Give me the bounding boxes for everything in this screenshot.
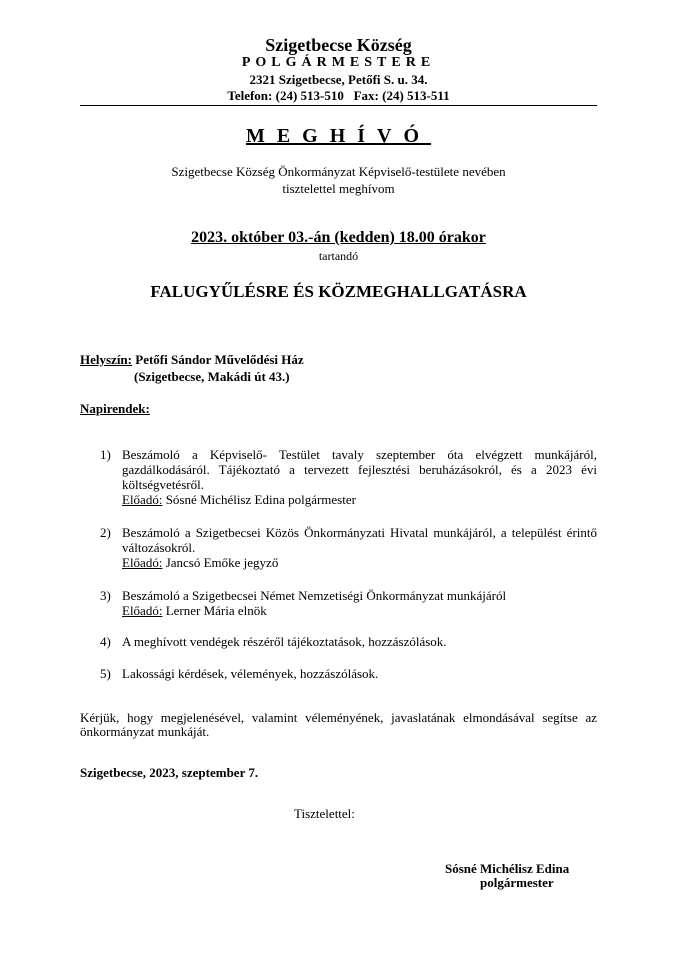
agenda-item-presenter (122, 492, 597, 507)
agenda-item-number: 5) (100, 666, 111, 681)
agenda-item-text: Beszámoló a Szigetbecsei Közös Önkormányzati Hivatal munkájáról, a települést érintő változásokról. (122, 525, 597, 555)
closing-paragraph: Kérjük, hogy megjelenésével, valamint véleményének, javaslatának elmondásával segítse az önkormányzat munkáját. (80, 710, 597, 739)
venue-label: Helyszín: (80, 352, 132, 367)
venue-address: (Szigetbecse, Makádi út 43.) (134, 369, 290, 384)
agenda-item-text: A meghívott vendégek részéről tájékoztatások, hozzászólások. (122, 634, 447, 649)
event-tartando: tartandó (318, 249, 359, 263)
agenda-item (100, 447, 597, 507)
agenda-item-presenter (122, 555, 597, 570)
header-divider (80, 105, 597, 106)
place-date: Szigetbecse, 2023, szeptember 7. (80, 765, 259, 780)
header-office: POLGÁRMESTERE (241, 55, 436, 70)
venue-name: Petőfi Sándor Művelődési Ház (135, 352, 304, 367)
signer-name: Sósné Michélisz Edina (445, 861, 570, 876)
presenter-label: Előadó: (122, 492, 163, 507)
presenter-label: Előadó: (122, 603, 163, 618)
document-title: MEGHÍVÓ (245, 125, 432, 147)
event-name: FALUGYŰLÉSRE ÉS KÖZMEGHALLGATÁSRA (150, 282, 527, 301)
presenter-label: Előadó: (122, 555, 163, 570)
signer-title: polgármester (480, 875, 554, 890)
agenda-item-presenter (122, 603, 597, 618)
agenda-item (100, 525, 597, 570)
header-contact: Telefon: (24) 513-510 Fax: (24) 513-511 (227, 88, 450, 103)
agenda-item (100, 634, 597, 649)
presenter-name: Lerner Mária elnök (165, 603, 267, 618)
agenda-item-text: Lakossági kérdések, vélemények, hozzászólások. (122, 666, 379, 681)
header-organization: Szigetbecse Község (265, 35, 412, 55)
intro-line-1: Szigetbecse Község Önkormányzat Képviselő-testülete nevében (171, 164, 506, 179)
agenda-item-number: 2) (100, 525, 111, 540)
agenda-item-number: 1) (100, 447, 111, 462)
event-datetime: 2023. október 03.-án (kedden) 18.00 órakor (191, 229, 486, 246)
agenda-item-number: 3) (100, 588, 111, 603)
regards: Tisztelettel: (294, 806, 355, 821)
agenda-item (100, 666, 597, 681)
presenter-name: Jancsó Emőke jegyző (165, 555, 279, 570)
header-address: 2321 Szigetbecse, Petőfi S. u. 34. (249, 72, 428, 87)
agenda-item-text: Beszámoló a Képviselő- Testület tavaly szeptember óta elvégzett munkájáról, gazdálkodásáról. Tájékoztató a tervezett fejlesztési beruházásokról, és a 2023 évi költségvetésről. (122, 447, 597, 492)
venue (80, 353, 304, 366)
agenda-item (100, 588, 597, 618)
agenda-item-text: Beszámoló a Szigetbecsei Német Nemzetiségi Önkormányzat munkájáról (122, 588, 507, 603)
presenter-name: Sósné Michélisz Edina polgármester (165, 492, 356, 507)
agenda-item-number: 4) (100, 634, 111, 649)
intro-line-2: tisztelettel meghívom (282, 181, 395, 196)
agenda-label: Napirendek: (80, 401, 150, 416)
